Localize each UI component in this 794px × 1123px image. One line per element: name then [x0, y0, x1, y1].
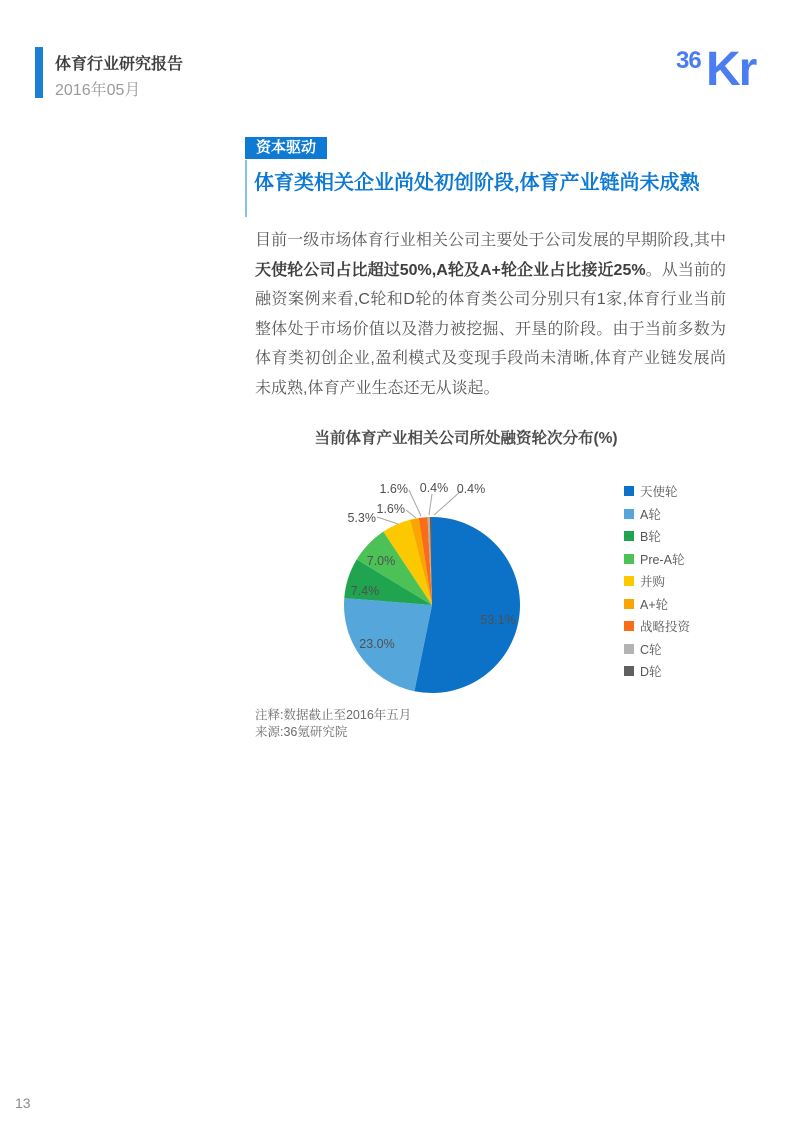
legend-label: 并购: [640, 575, 666, 589]
section-badge: 资本驱动: [245, 137, 327, 159]
legend-label: B轮: [640, 530, 661, 544]
paragraph-post: 。从当前的融资案例来看,C轮和D轮的体育类公司分别只有1家,体育行业当前整体处于市场价值以及潜力被挖掘、开垦的阶段。由于当前多数为体育类初创企业,盈利模式及变现手段尚未清晰,体育产业链发展尚未成熟,体育产业生态还无从谈起。: [255, 261, 726, 397]
legend-label: C轮: [640, 642, 662, 657]
legend-swatch-icon: [624, 509, 634, 519]
heading-accent-line: [245, 160, 247, 217]
report-date: 2016年05月: [55, 82, 141, 99]
pie-label-C轮: 0.4%: [419, 481, 449, 495]
legend-swatch-icon: [624, 576, 634, 586]
legend-item-B轮: [624, 530, 690, 544]
legend-swatch-icon: [624, 599, 634, 609]
header-accent-bar: [35, 47, 43, 98]
pie-label-D轮: 0.4%: [456, 482, 486, 496]
legend-label: A+轮: [640, 597, 669, 612]
legend-item-并购: [624, 575, 690, 589]
legend-swatch-icon: [624, 666, 634, 676]
legend-label: D轮: [640, 665, 662, 679]
page-number: 13: [15, 1095, 31, 1111]
section-heading: 体育类相关企业尚处初创阶段,体育产业链尚未成熟: [254, 172, 700, 194]
pie-label-B轮: 7.4%: [350, 584, 380, 598]
paragraph-pre: 目前一级市场体育行业相关公司主要处于公司发展的早期阶段,其中: [255, 232, 726, 249]
label-leader-line: [406, 510, 416, 518]
legend-item-战略投资: [624, 620, 691, 634]
legend-item-A轮: [624, 507, 690, 522]
legend-swatch-icon: [624, 531, 634, 541]
logo-kr-part: Kr: [706, 43, 756, 96]
pie-label-Pre-A轮: 7.0%: [366, 554, 396, 568]
paragraph-bold: 天使轮公司占比超过50%,A轮及A+轮企业占比接近25%: [255, 261, 646, 279]
pie-label-并购: 5.3%: [347, 511, 376, 525]
pie-label-A轮: 23.0%: [359, 637, 395, 651]
legend-item-D轮: [624, 665, 690, 679]
pie-chart: [320, 466, 570, 711]
legend-label: Pre-A轮: [640, 552, 685, 567]
legend-label: 战略投资: [640, 620, 691, 634]
label-leader-line: [377, 517, 398, 524]
chart-title: 当前体育产业相关公司所处融资轮次分布(%): [314, 430, 618, 447]
body-paragraph: [255, 226, 726, 403]
legend-item-A+轮: [624, 597, 690, 612]
pie-label-战略投资: 1.6%: [379, 482, 408, 496]
label-leader-line: [429, 494, 432, 515]
legend-swatch-icon: [624, 644, 634, 654]
pie-label-天使轮: 53.1%: [480, 613, 516, 627]
legend-item-C轮: [624, 642, 690, 657]
logo-36-part: 36: [676, 47, 701, 74]
legend-swatch-icon: [624, 554, 634, 564]
legend-label: A轮: [640, 507, 661, 522]
note-line-2: 来源:36氪研究院: [255, 724, 348, 739]
legend-swatch-icon: [624, 621, 634, 631]
legend-label: 天使轮: [640, 485, 678, 499]
legend-swatch-icon: [624, 486, 634, 496]
legend-item-天使轮: [624, 485, 690, 499]
chart-notes: [255, 707, 411, 740]
pie-label-A+轮: 1.6%: [376, 502, 405, 516]
report-title: 体育行业研究报告: [55, 56, 184, 73]
note-line-1: 注释:数据截止至2016年五月: [255, 708, 412, 722]
chart-legend: [624, 485, 691, 679]
legend-item-Pre-A轮: [624, 552, 690, 567]
